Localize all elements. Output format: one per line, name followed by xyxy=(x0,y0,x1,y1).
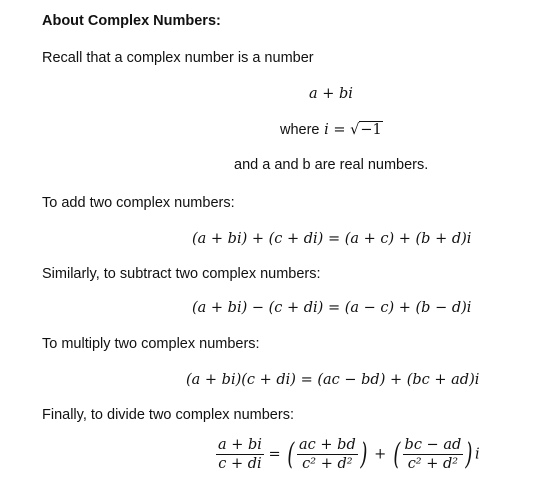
add-intro: To add two complex numbers: xyxy=(42,195,235,211)
subtract-formula: (a + bi) − (c + di) = (a − c) + (b − d)i xyxy=(192,300,472,316)
equals-sign: = xyxy=(268,446,281,463)
intro-text: Recall that a complex number is a number xyxy=(42,50,314,66)
plus-sign: + xyxy=(374,446,387,463)
sqrt-radicand: −1 xyxy=(360,122,382,138)
left-paren: ( xyxy=(287,436,295,472)
section-heading: About Complex Numbers: xyxy=(42,13,221,29)
add-formula: (a + bi) + (c + di) = (a + c) + (b + d)i xyxy=(192,231,472,247)
lhs-fraction: $\frac{a + bi}{c + di}$ xyxy=(218,437,262,472)
imag-part-fraction: $\frac{bc - ad}{\text{c² + d²}}$ xyxy=(404,437,462,472)
sqrt-sign: √ xyxy=(350,122,360,138)
imaginary-unit: i xyxy=(474,446,480,463)
multiply-formula: (a + bi)(c + di) = (ac − bd) + (bc + ad)i xyxy=(186,372,480,388)
divide-intro: Finally, to divide two complex numbers: xyxy=(42,407,294,423)
definition-expression: a + bi xyxy=(309,86,353,102)
where-line xyxy=(280,122,383,138)
subtract-intro: Similarly, to subtract two complex numbers: xyxy=(42,266,321,282)
left-paren: ( xyxy=(393,436,401,472)
multiply-intro: To multiply two complex numbers: xyxy=(42,336,260,352)
where-lhs: i = xyxy=(324,122,346,138)
right-paren: ) xyxy=(465,436,473,472)
real-numbers-note: and a and b are real numbers. xyxy=(234,157,429,173)
real-part-fraction: $\frac{ac + bd}{\text{c² + d²}}$ xyxy=(299,437,356,472)
right-paren: ) xyxy=(360,436,368,472)
divide-formula xyxy=(216,437,480,472)
where-label: where xyxy=(280,122,320,138)
